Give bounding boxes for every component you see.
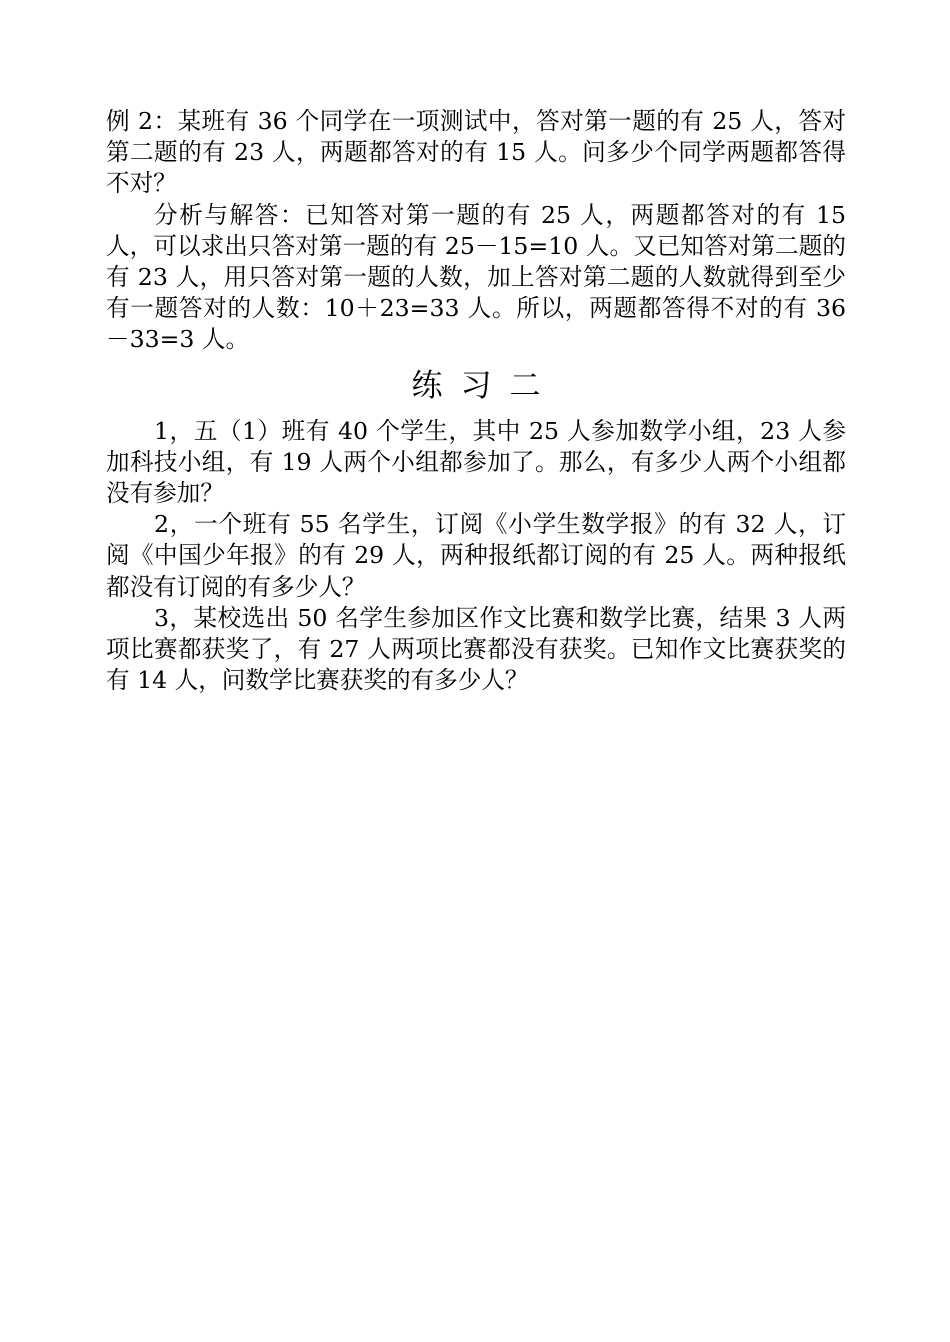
exercise-item-1: 1，五（1）班有 40 个学生，其中 25 人参加数学小组，23 人参加科技小组，有 19 人两个小组都参加了。那么，有多少人两个小组都没有参加？ <box>106 416 846 508</box>
example-analysis: 分析与解答：已知答对第一题的有 25 人，两题都答对的有 15 人，可以求出只答对第一题的有 25－15=10 人。又已知答对第二题的有 23 人，用只答对第一题的人数，加上答对第二题的人数就得到至少有一题答对的人数：10＋23=33 人。所以，两题都答得不对的有 36－33=3 人。 <box>106 200 846 354</box>
example-problem: 例 2：某班有 36 个同学在一项测试中，答对第一题的有 25 人，答对第二题的有 23 人，两题都答对的有 15 人。问多少个同学两题都答得不对？ <box>106 107 846 198</box>
exercise-item-3: 3，某校选出 50 名学生参加区作文比赛和数学比赛，结果 3 人两项比赛都获奖了，有 27 人两项比赛都没有获奖。已知作文比赛获奖的有 14 人，问数学比赛获奖的有多少人？ <box>106 603 846 695</box>
document-page <box>106 106 846 696</box>
exercise-item-2: 2，一个班有 55 名学生，订阅《小学生数学报》的有 32 人，订阅《中国少年报》的有 29 人，两种报纸都订阅的有 25 人。两种报纸都没有订阅的有多少人？ <box>106 510 846 601</box>
exercise-title: 练习二 <box>411 367 559 404</box>
